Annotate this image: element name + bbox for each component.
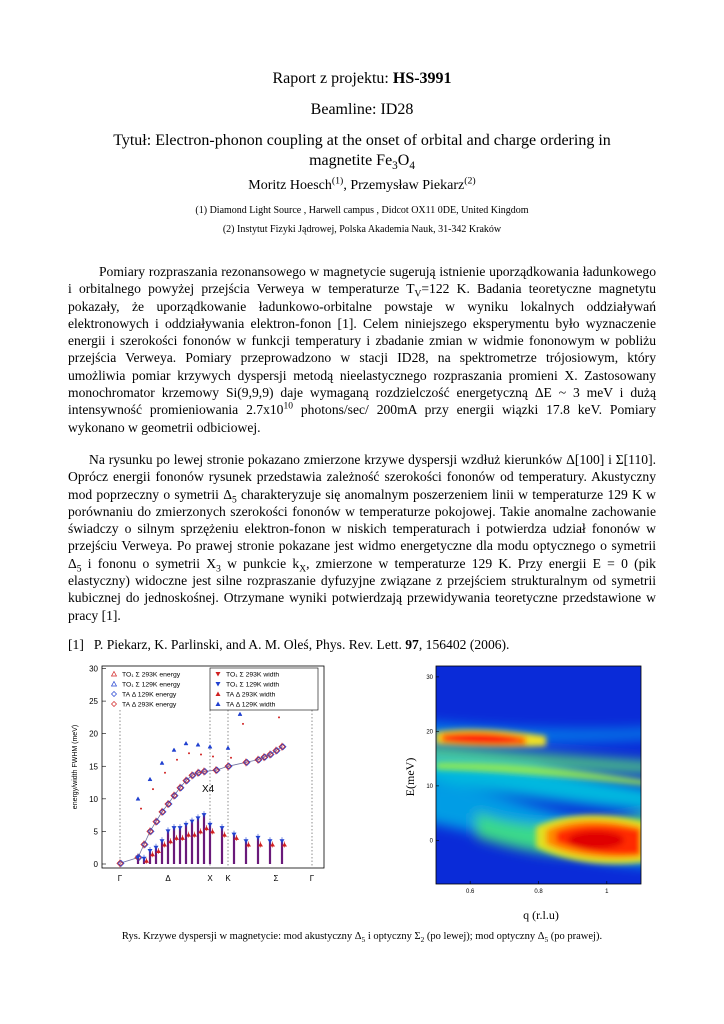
report-id: HS-3991 [392,70,452,87]
reference-label: [1] [68,637,84,652]
y-tick-label: 5 [93,827,98,837]
paper-title [0,131,724,171]
report-label: Raport z projektu: [272,70,389,87]
to1-293k-energy-point [242,723,244,725]
y-tick-label: 20 [89,729,98,739]
title-prefix: Tytuł: [113,132,152,149]
y-tick-label: 25 [89,697,98,707]
legend [106,668,318,710]
title-sub: 3 [392,160,398,173]
legend-label: TO₁ Σ 129K energy [122,681,181,689]
heatmap-x-label: q (r.l.u) [523,908,559,922]
x-ticks [118,874,315,883]
legend-label: TA Δ 129K energy [122,691,177,699]
to1-293k-energy-point [140,808,142,810]
author-1-sup: (1) [331,175,344,187]
author-2: Przemysław Piekarz [350,178,465,193]
heatmap-area [426,666,656,884]
reference-text: P. Piekarz, K. Parlinski, and A. M. Oleś, Phys. Rev. Lett. [93,637,402,652]
y-tick-label: 0 [93,860,98,869]
title-line2-mid: O [397,152,410,169]
legend-label: TO₁ Σ 129K width [226,681,280,689]
reference [68,637,656,653]
legend-label: TO₁ Σ 293K width [226,671,280,679]
affiliation-2: (2) Instytut Fizyki Jądrowej, Polska Akademia Nauk, 31-342 Kraków [222,224,502,235]
to1-293k-energy-point [212,755,214,757]
legend-label: TA Δ 293K width [226,691,276,699]
x-tick-label: Δ [165,874,171,883]
to1-293k-energy-point [278,716,280,718]
x4-annotation: X4 [202,784,215,795]
y-axis-label: energy/width FWHM (meV) [72,724,79,810]
reference-pages: , 156402 (2006). [418,637,510,652]
heatmap-y-tick-label: 10 [426,783,433,790]
beamline-heading [0,101,724,119]
figure-caption: Rys. Krzywe dyspersji w magnetycie: mod akustyczny $\Delta_5$ i optyczny $\Sigma_2$ (po lewej); mod optyczny $\Delta_5$ (po prawej). [121,931,603,945]
x-tick-label: X [207,874,213,883]
heatmap-y-tick-label: 20 [426,729,433,736]
heatmap-y-tick-label: 30 [426,674,433,681]
to1-293k-energy-point [152,788,154,790]
to1-293k-energy-point [176,759,178,761]
y-tick-label: 30 [89,664,98,674]
paragraph-1: Pomiary rozpraszania rezonansowego w magnetycie sugerują istnienie uporządkowania ładunkowego i orbitalnego powyżej przejścia Verweya w temperaturze $T_V=122$ K. Badania teoretyczne magnetytu pokazały, że uporządkowanie ładunkowo-orbitalne powstaje w wyniku lokalnych oddziaływań elektronowych i oddziaływania elektron-fonon [1]. Celem niniejszego eksperymentu było wyznaczenie energii i szerokości fononów w funkcji temperatury i zbadanie zmian w widmie fononowym w pobliżu przejścia Verweya. Pomiary przeprowadzono w stacji ID28, na spektrometrze trójosiowym, który umożliwia pomiar krzywych dyspersji metodą nieelastycznego rozpraszania promieni X. Zastosowany monochromator krzemowy Si(9,9,9) daje wymaganą rozdzielczość energetyczną ΔE ~ 3 meV i dużą intensywność promieniowania $2.7x10^{10}$ photons/sec/ 200mA przy energii wiązki 17.8 keV. Pomiary wykonano w geometrii odbiciowej. [68,264,656,435]
to1-293k-energy-point [230,757,232,759]
heatmap-x-tick-label: 1 [605,889,609,895]
heatmap-x-tick-label: 0.8 [534,889,543,895]
to1-293k-energy-point [164,772,166,774]
report-heading [0,70,724,88]
reference-volume: 97 [405,637,419,652]
heatmap-y-tick-label: 0 [429,838,433,845]
beamline-label: Beamline: [310,101,377,118]
beamline-id: ID28 [380,101,414,118]
heatmap-chart [396,662,658,924]
legend-label: TO₁ Σ 293K energy [122,671,181,679]
heatmap-y-label: E(meV) [403,757,417,797]
author-1: Moritz Hoesch [248,178,332,193]
y-tick-label: 10 [89,794,98,804]
legend-label: TA Δ 129K width [226,701,276,709]
to1-293k-energy-point [200,754,202,756]
affiliation-1: (1) Diamond Light Source , Harwell campus , Didcot OX11 0DE, United Kingdom [195,205,529,216]
x-tick-label: Γ [309,874,315,883]
y-tick-label: 15 [89,762,98,772]
x-tick-label: Σ [273,874,279,883]
legend-label: TA Δ 293K energy [122,701,177,709]
x-tick-label: K [225,874,231,883]
dispersion-chart [68,662,332,894]
title-line1: Electron-phonon coupling at the onset of orbital and charge ordering in [155,132,611,149]
heatmap-x-tick-label: 0.6 [465,889,475,895]
author-2-sup: (2) [464,175,476,187]
x-tick-label: Γ [117,874,123,883]
title-sub: 4 [409,160,415,173]
paragraph-2: Na rysunku po lewej stronie pokazano zmierzone krzywe dyspersji wzdłuż kierunków Δ[100] i Σ[110]. Oprócz energii fononów rysunek przedstawia zależność szerokości fononów od temperatury. Akustyczny mod poprzeczny o symetrii $\Delta_5$ charakteryzuje się anomalnym poszerzeniem linii w temperaturze 129 K w porównaniu do zmierzonych szerokości fononów w temperaturze pokojowej. Takie anomalne zachowanie świadczy o silnym sprzężeniu elektron-fonon w niskich temperaturach i potwierdza udział fononów w przejściu Verweya. Po prawej stronie pokazane jest widmo energetyczne dla modu optycznego o symetrii $\Delta_5$ i fononu o symetrii $X_3$ w punkcie $k_X$, zmierzone w temperaturze 129 K. Przy energii E = 0 (pik elastyczny) widoczne jest silne rozpraszanie dyfuzyjne związane z przejściem strukturalnym od symetrii kubicznej do jednoskośnej. Otrzymane wyniki potwierdzają przewidywania teoretyczne przedstawione w pracy [1]. [68,452,656,623]
authors: Moritz Hoesch$^{(1)}$, Przemysław Piekarz$^{(2)}$ [248,175,476,193]
title-line2: magnetite Fe [309,152,393,169]
to1-293k-energy-point [188,752,190,754]
